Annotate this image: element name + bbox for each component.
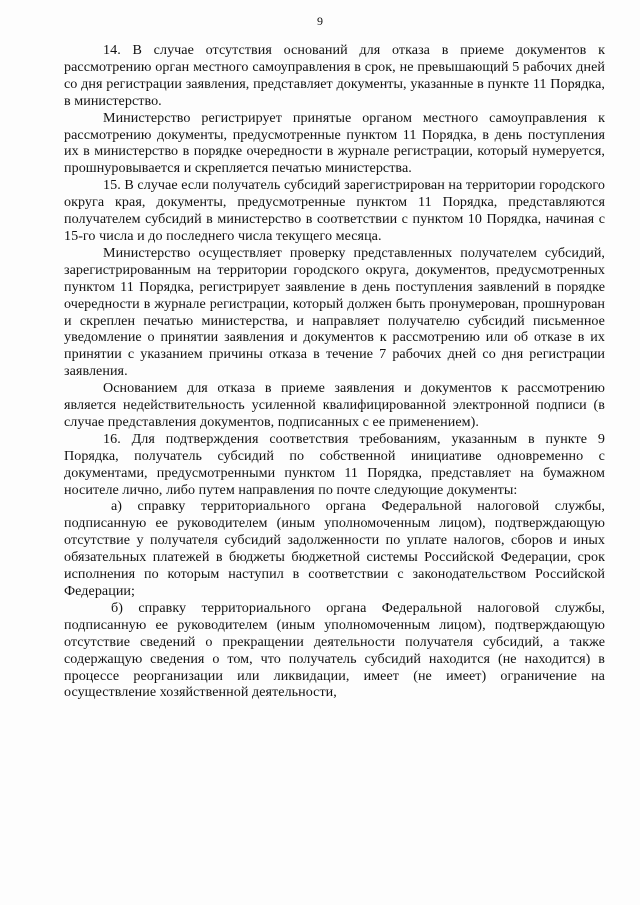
document-body xyxy=(64,42,605,701)
list-item-a: а) справку территориального органа Федеральной налоговой службы, подписанную ее руководителем (иным уполномоченным лицом), подтверждающую отсутствие у получателя субсидий задолженности по уплате налогов, сборов и иных обязательных платежей в бюджеты бюджетной системы Российской Федерации, срок исполнения по которым наступил в соответствии с законодательством Российской Федерации; xyxy=(64,498,605,599)
list-item-b: б) справку территориального органа Федеральной налоговой службы, подписанную ее руководителем (иным уполномоченным лицом), подтверждающую отсутствие сведений о прекращении деятельности получателя субсидий, а также содержащую сведения о том, что получатель субсидий находится (не находится) в процессе реорганизации или ликвидации, имеет (не имеет) ограничение на осуществление хозяйственной деятельности, xyxy=(64,599,605,701)
paragraph-15: 15. В случае если получатель субсидий зарегистрирован на территории городского округа края, документы, предусмотренные пунктом 11 Порядка, представляются получателем субсидий в министерство в соответствии с пунктом 10 Порядка, начиная с 15-го числа и до последнего числа текущего месяца. xyxy=(64,177,605,244)
paragraph-ministry-check: Министерство осуществляет проверку представленных получателем субсидий, зарегистрированным на территории городского округа, документов, предусмотренных пунктом 11 Порядка, регистрирует заявление в день поступления заявлений в порядке очередности в журнале регистрации, который должен быть пронумерован, прошнурован и скреплен печатью министерства, и направляет получателю субсидий письменное уведомление о принятии заявления и документов к рассмотрению или об отказе в их принятии с указанием причины отказа в течение 7 рабочих дней со дня регистрации заявления. xyxy=(64,244,605,380)
page-number: 9 xyxy=(317,14,323,28)
paragraph-refusal-basis: Основанием для отказа в приеме заявления и документов к рассмотрению является недействительность усиленной квалифицированной электронной подписи (в случае представления документов, подписанных с ее применением). xyxy=(64,380,605,430)
paragraph-ministry-registration: Министерство регистрирует принятые органом местного самоуправления к рассмотрению документы, предусмотренные пунктом 11 Порядка, в день поступления их в министерство в порядке очередности в журнале регистрации, который нумеруется, прошнуровывается и скрепляется печатью министерства. xyxy=(64,109,605,177)
paragraph-14: 14. В случае отсутствия оснований для отказа в приеме документов к рассмотрению орган местного самоуправления в срок, не превышающий 5 рабочих дней со дня регистрации заявления, представляет документы, указанные в пункте 11 Порядка, в министерство. xyxy=(64,42,605,109)
paragraph-16: 16. Для подтверждения соответствия требованиям, указанным в пункте 9 Порядка, получатель субсидий по собственной инициативе одновременно с документами, предусмотренными пунктом 11 Порядка, представляет на бумажном носителе лично, либо путем направления по почте следующие документы: xyxy=(64,430,605,498)
